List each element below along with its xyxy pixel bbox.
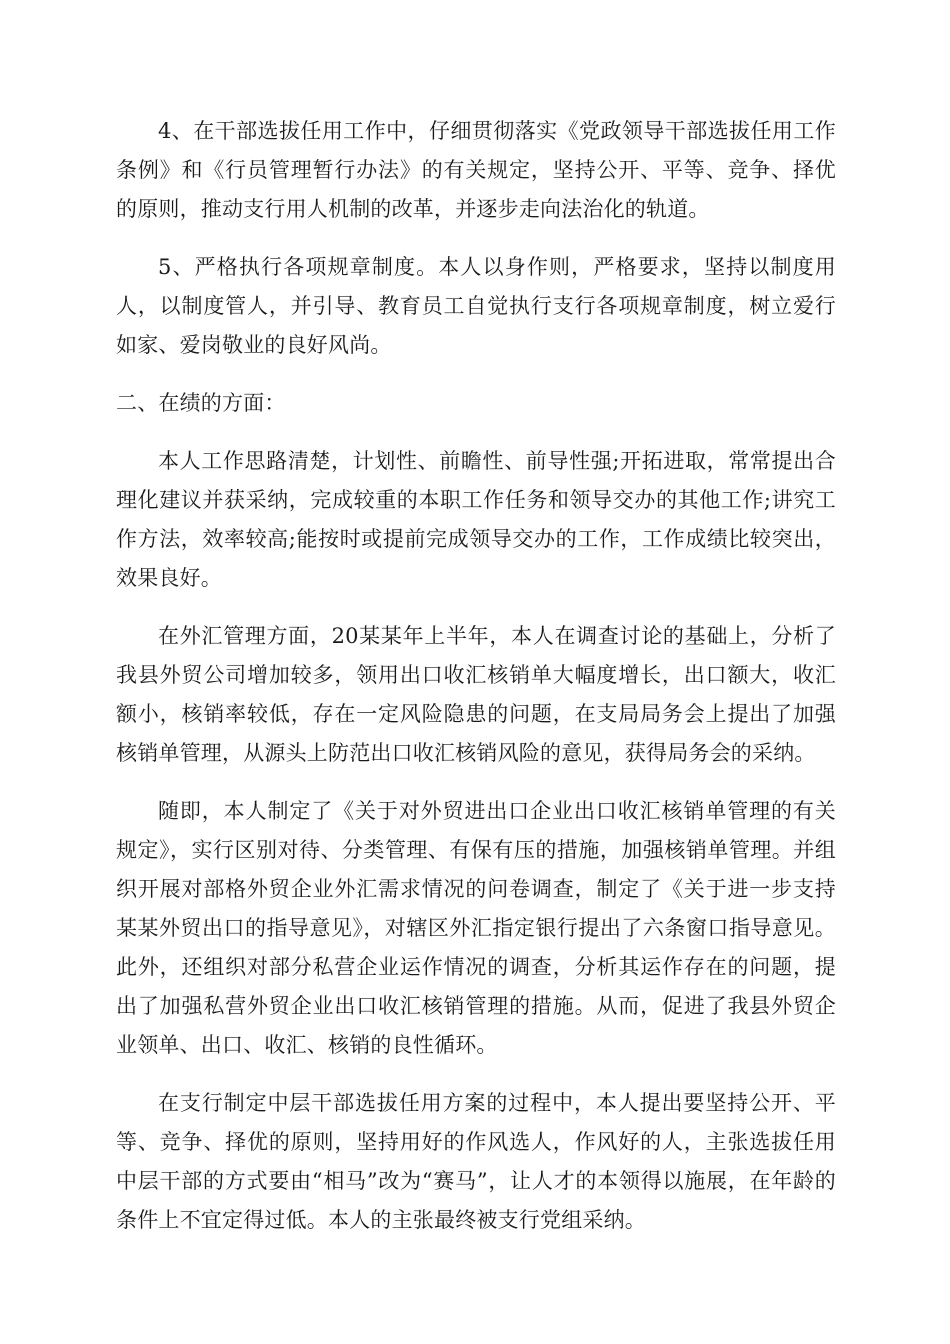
paragraph-forex-management: 在外汇管理方面，20某某年上半年，本人在调查讨论的基础上，分析了我县外贸公司增加较多，领用出口收汇核销单大幅度增长，出口额大，收汇额小，核销率较低，存在一定风险隐患的问题，在支局局务会上提出了加强核销单管理，从源头上防范出口收汇核销风险的意见，获得局务会的采纳。 <box>116 624 836 765</box>
paragraph-work-approach: 本人工作思路清楚，计划性、前瞻性、前导性强;开拓进取，常常提出合理化建议并获采纳，完成较重的本职工作任务和领导交办的其他工作;讲究工作方法，效率较高;能按时或提前完成领导交办的工作，工作成绩比较突出，效果良好。 <box>116 449 836 590</box>
paragraph-item-4: 4、在干部选拔任用工作中，仔细贯彻落实《党政领导干部选拔任用工作条例》和《行员管理暂行办法》的有关规定，坚持公开、平等、竞争、择优的原则，推动支行用人机制的改革，并逐步走向法治化的轨道。 <box>116 119 836 221</box>
paragraph-cadre-selection: 在支行制定中层干部选拔任用方案的过程中，本人提出要坚持公开、平等、竞争、择优的原则，坚持用好的作风选人，作风好的人，主张选拔任用中层干部的方式要由“相马”改为“赛马”，让人才的本领得以施展，在年龄的条件上不宜定得过低。本人的主张最终被支行党组采纳。 <box>116 1091 836 1232</box>
document-body <box>116 112 836 1259</box>
section-heading-performance: 二、在绩的方面： <box>116 391 286 415</box>
paragraph-item-5: 5、严格执行各项规章制度。本人以身作则，严格要求，坚持以制度用人，以制度管人，并引导、教育员工自觉执行支行各项规章制度，树立爱行如家、爱岗敬业的良好风尚。 <box>116 255 836 357</box>
paragraph-verification-rules: 随即，本人制定了《关于对外贸进出口企业出口收汇核销单管理的有关规定》，实行区别对待、分类管理、有保有压的措施，加强核销单管理。并组织开展对部格外贸企业外汇需求情况的问卷调查，制定了《关于进一步支持某某外贸出口的指导意见》，对辖区外汇指定银行提出了六条窗口指导意见。此外，还组织对部分私营企业运作情况的调查，分析其运作存在的问题，提出了加强私营外贸企业出口收汇核销管理的措施。从而，促进了我县外贸企业领单、出口、收汇、核销的良性循环。 <box>116 799 836 1057</box>
